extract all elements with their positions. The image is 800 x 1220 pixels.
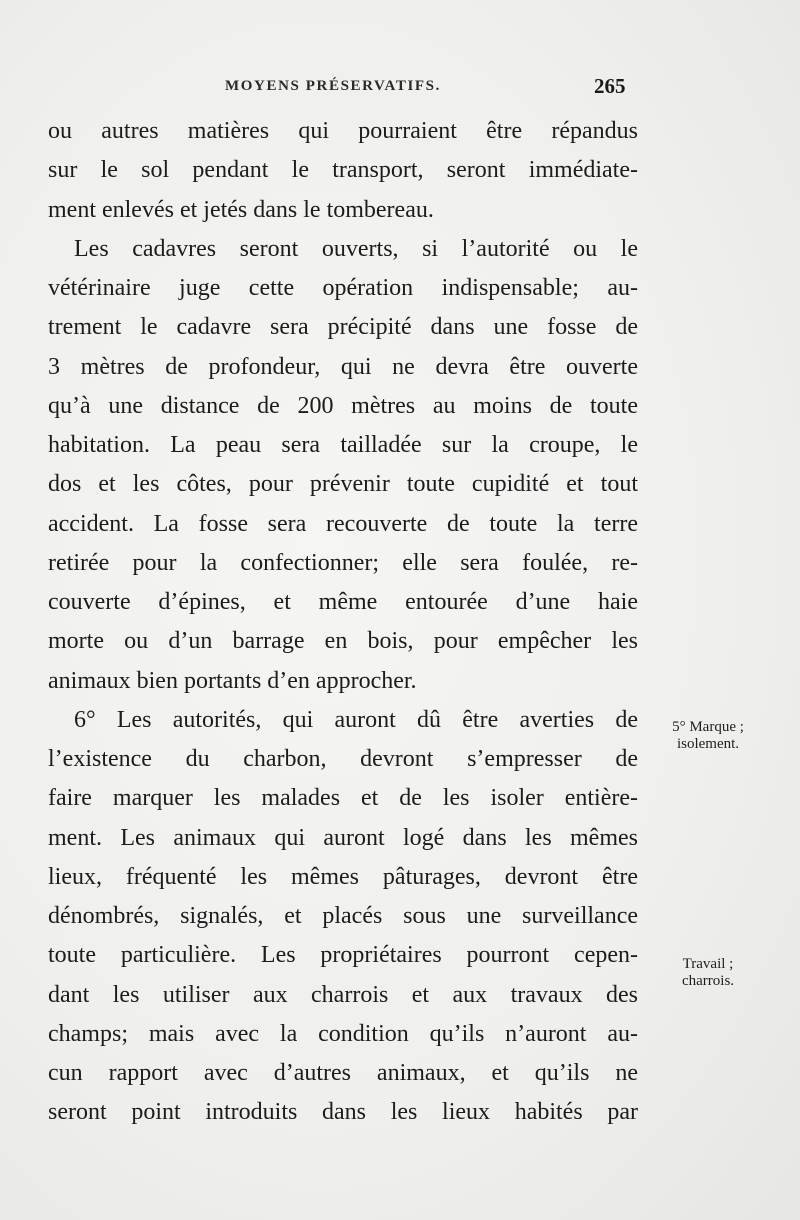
text-line: couverte d’épines, et même entourée d’une haie bbox=[48, 589, 638, 615]
text-line: seront point introduits dans les lieux habités par bbox=[48, 1099, 638, 1126]
text-line: ou autres matières qui pourraient être répandus bbox=[48, 118, 638, 144]
margin-note-line: isolement. bbox=[676, 736, 740, 752]
page-header bbox=[0, 74, 800, 108]
text-line: Les cadavres seront ouverts, si l’autorité ou le bbox=[74, 235, 638, 262]
text-line: vétérinaire juge cette opération indispensable; au- bbox=[48, 275, 638, 301]
text-line: 3 mètres de profondeur, qui ne devra être ouverte bbox=[48, 353, 638, 380]
text-line: champs; mais avec la condition qu’ils n’auront au- bbox=[48, 1020, 638, 1047]
margin-note-line: Travail ; bbox=[682, 956, 734, 972]
text-line: lieux, fréquenté les mêmes pâturages, devront être bbox=[48, 863, 638, 890]
text-line: ment. Les animaux qui auront logé dans les mêmes bbox=[48, 824, 638, 851]
text-line: trement le cadavre sera précipité dans une fosse de bbox=[48, 314, 638, 341]
body-text bbox=[48, 112, 638, 1133]
text-line: dénombrés, signalés, et placés sous une surveillance bbox=[48, 903, 638, 929]
text-line: animaux bien portants d’en approcher. bbox=[48, 667, 417, 694]
margin-note-line: 5° Marque ; bbox=[672, 719, 744, 735]
margin-note-travail bbox=[648, 956, 768, 990]
text-line: habitation. La peau sera tailladée sur la croupe, le bbox=[48, 432, 638, 458]
text-line: l’existence du charbon, devront s’empresser de bbox=[48, 746, 638, 772]
text-line: ment enlevés et jetés dans le tombereau. bbox=[48, 196, 434, 223]
page-number: 265 bbox=[594, 74, 626, 98]
text-line: qu’à une distance de 200 mètres au moins de toute bbox=[48, 392, 638, 419]
text-line: 6° Les autorités, qui auront dû être averties de bbox=[74, 706, 638, 733]
text-line: cun rapport avec d’autres animaux, et qu’ils ne bbox=[48, 1060, 638, 1086]
text-line: morte ou d’un barrage en bois, pour empêcher les bbox=[48, 628, 638, 655]
text-line: toute particulière. Les propriétaires pourront cepen- bbox=[48, 942, 638, 969]
margin-note-marque bbox=[648, 719, 768, 753]
text-line: retirée pour la confectionner; elle sera foulée, re- bbox=[48, 549, 638, 576]
margin-note-line: charrois. bbox=[681, 973, 735, 989]
text-line: sur le sol pendant le transport, seront immédiate- bbox=[48, 157, 638, 184]
text-line: faire marquer les malades et de les isoler entière- bbox=[48, 785, 638, 812]
text-line: dant les utiliser aux charrois et aux travaux des bbox=[48, 981, 638, 1008]
text-line: accident. La fosse sera recouverte de toute la terre bbox=[48, 510, 638, 537]
running-title: MOYENS PRÉSERVATIFS. bbox=[225, 78, 441, 94]
text-line: dos et les côtes, pour prévenir toute cupidité et tout bbox=[48, 471, 638, 498]
